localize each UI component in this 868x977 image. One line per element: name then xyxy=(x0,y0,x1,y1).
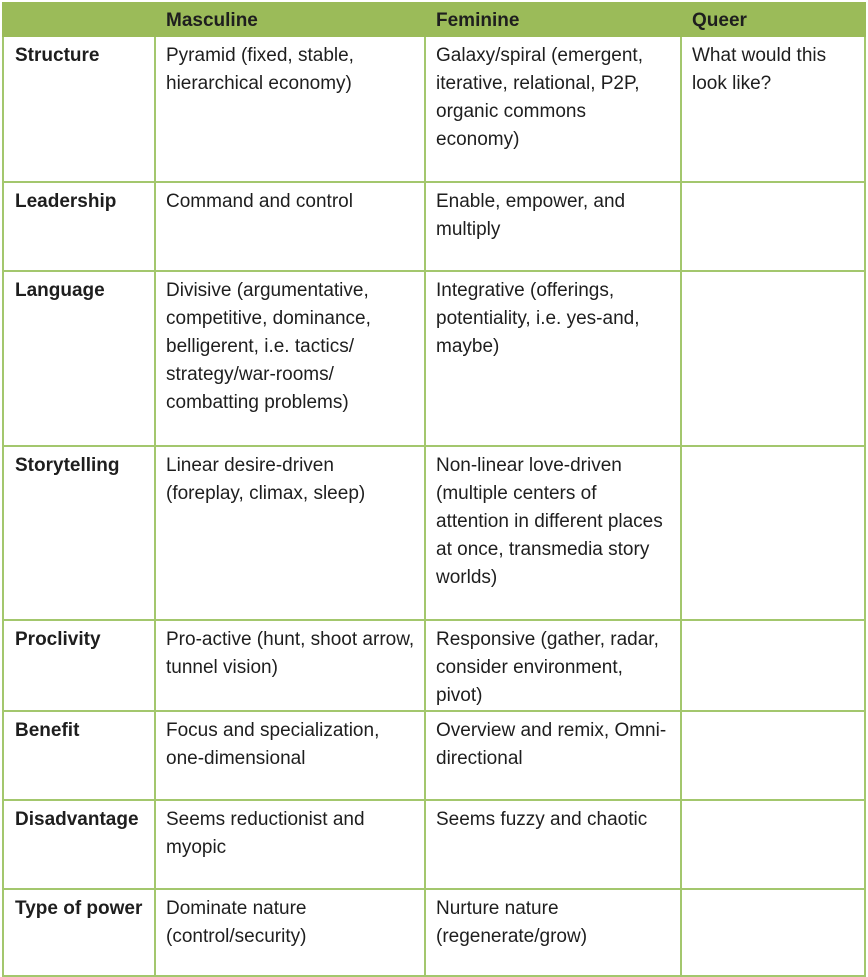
cell-queer xyxy=(681,800,865,889)
cell-queer xyxy=(681,446,865,620)
row-label-language: Language xyxy=(3,271,155,446)
header-feminine: Feminine xyxy=(425,3,681,36)
row-label-leadership: Leadership xyxy=(3,182,155,271)
cell-queer xyxy=(681,889,865,976)
table-row xyxy=(3,711,865,800)
cell-feminine: Responsive (gather, radar, consider environment, pivot) xyxy=(425,620,681,711)
table-row xyxy=(3,889,865,976)
row-label-storytelling: Storytelling xyxy=(3,446,155,620)
cell-feminine: Enable, empower, and multiply xyxy=(425,182,681,271)
comparison-table xyxy=(2,2,866,977)
table-row xyxy=(3,271,865,446)
table-row xyxy=(3,800,865,889)
header-queer: Queer xyxy=(681,3,865,36)
table-row xyxy=(3,620,865,711)
table-row xyxy=(3,182,865,271)
cell-queer xyxy=(681,182,865,271)
table-row xyxy=(3,446,865,620)
cell-masculine: Focus and specialization, one-dimensional xyxy=(155,711,425,800)
cell-feminine: Integrative (offerings, potentiality, i.e. yes-and, maybe) xyxy=(425,271,681,446)
table-row xyxy=(3,36,865,182)
cell-feminine: Nurture nature (regenerate/grow) xyxy=(425,889,681,976)
cell-masculine: Dominate nature (control/security) xyxy=(155,889,425,976)
row-label-type-of-power: Type of power xyxy=(3,889,155,976)
cell-feminine: Overview and remix, Omni-directional xyxy=(425,711,681,800)
row-label-proclivity: Proclivity xyxy=(3,620,155,711)
cell-queer xyxy=(681,271,865,446)
cell-masculine: Seems reductionist and myopic xyxy=(155,800,425,889)
header-row xyxy=(3,3,865,36)
cell-feminine: Non-linear love-driven (multiple centers of attention in different places at once, transmedia story worlds) xyxy=(425,446,681,620)
row-label-benefit: Benefit xyxy=(3,711,155,800)
cell-queer xyxy=(681,711,865,800)
cell-masculine: Pyramid (fixed, stable, hierarchical economy) xyxy=(155,36,425,182)
header-masculine: Masculine xyxy=(155,3,425,36)
cell-queer xyxy=(681,620,865,711)
cell-feminine: Galaxy/spiral (emergent, iterative, relational, P2P, organic commons economy) xyxy=(425,36,681,182)
cell-masculine: Divisive (argumentative, competitive, dominance, belligerent, i.e. tactics/ strategy/war-rooms/ combatting problems) xyxy=(155,271,425,446)
row-label-disadvantage: Disadvantage xyxy=(3,800,155,889)
cell-masculine: Command and control xyxy=(155,182,425,271)
cell-feminine: Seems fuzzy and chaotic xyxy=(425,800,681,889)
cell-masculine: Pro-active (hunt, shoot arrow, tunnel vision) xyxy=(155,620,425,711)
header-corner-cell xyxy=(3,3,155,36)
cell-queer: What would this look like? xyxy=(681,36,865,182)
row-label-structure: Structure xyxy=(3,36,155,182)
cell-masculine: Linear desire-driven (foreplay, climax, sleep) xyxy=(155,446,425,620)
